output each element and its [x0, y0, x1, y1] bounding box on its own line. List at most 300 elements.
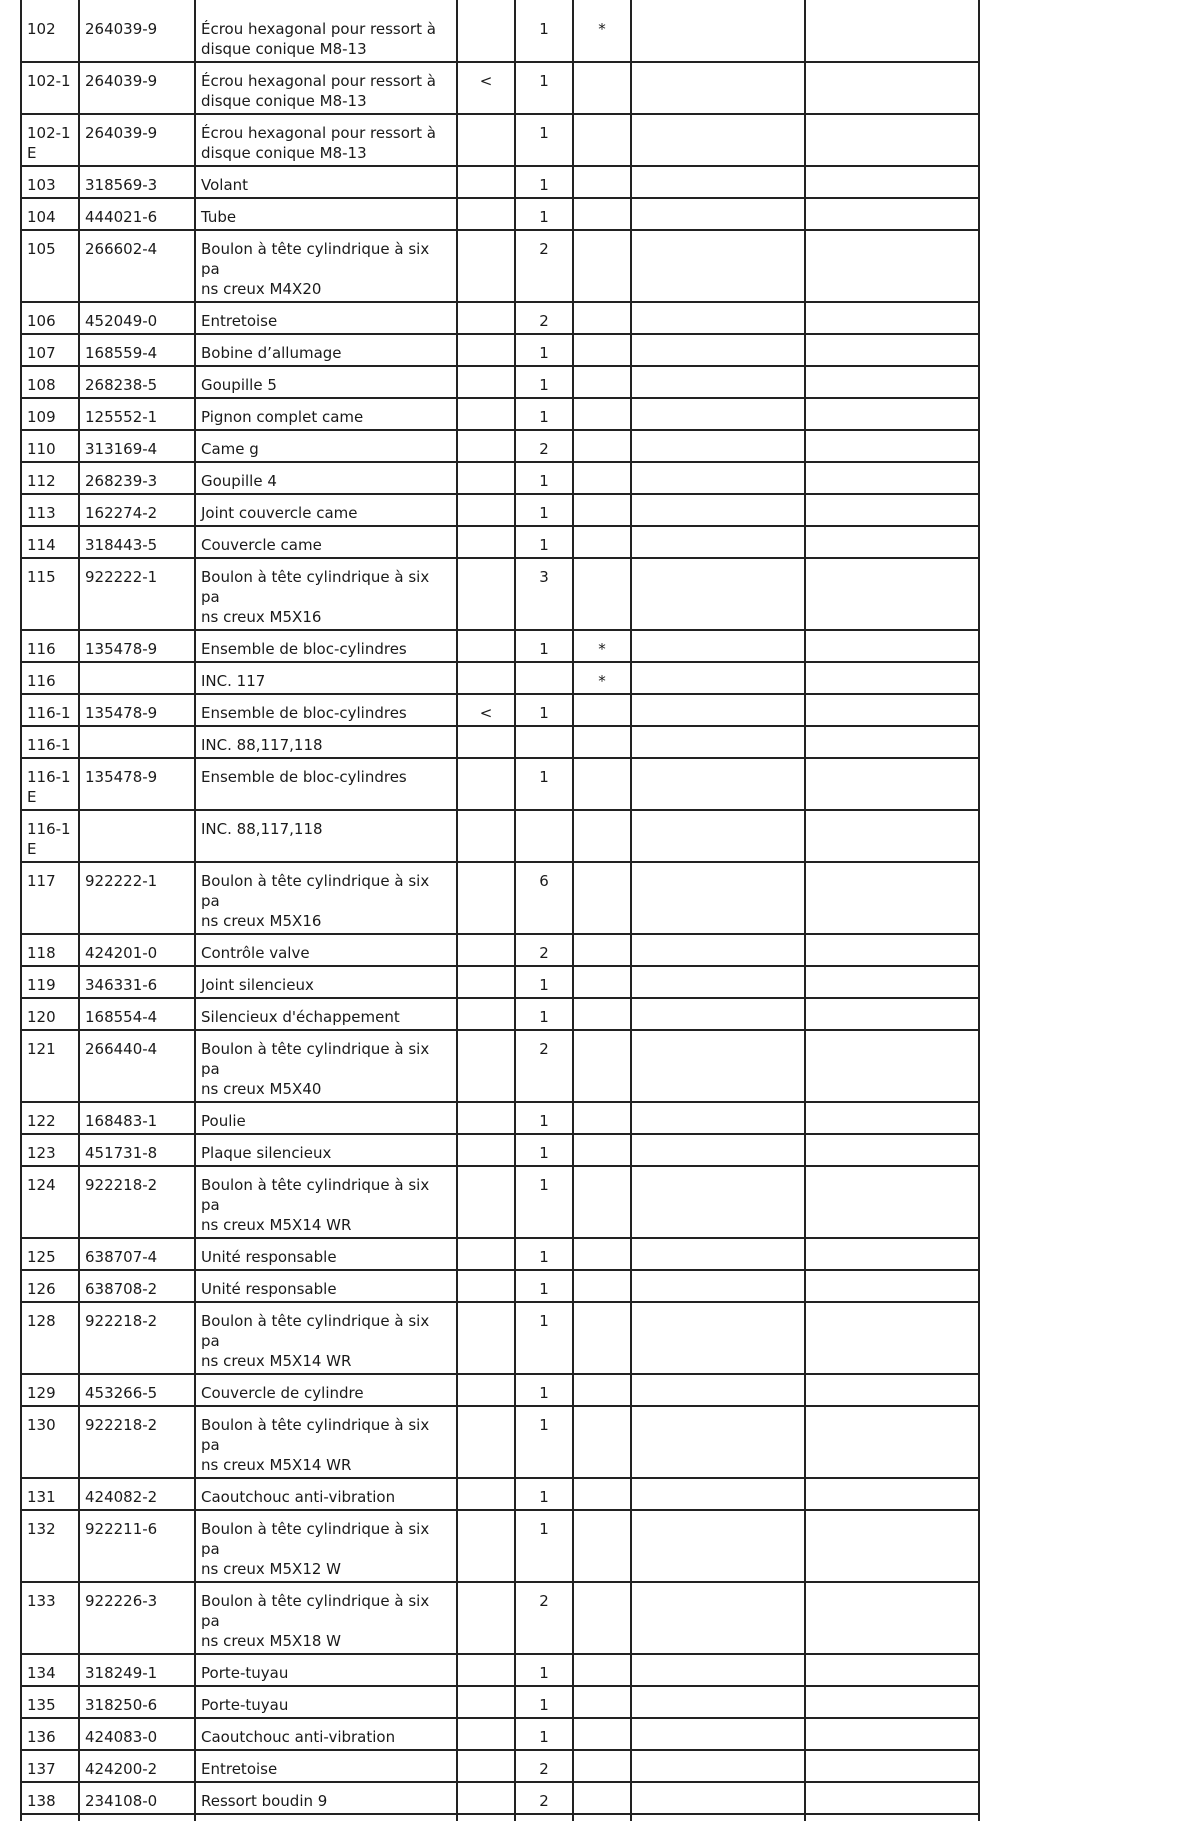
- empty-cell-1: [631, 1374, 805, 1406]
- quantity-cell: 1: [515, 1374, 573, 1406]
- marker-cell: [573, 230, 631, 302]
- marker-cell: [573, 334, 631, 366]
- flag-cell: [457, 198, 515, 230]
- flag-cell: [457, 1782, 515, 1814]
- part-reference-cell: 168559-4: [79, 334, 195, 366]
- item-number-cell: 107: [21, 334, 79, 366]
- quantity-cell: 1: [515, 1166, 573, 1238]
- item-number-cell: 137: [21, 1750, 79, 1782]
- empty-cell-1: [631, 1302, 805, 1374]
- part-reference-cell: 922222-1: [79, 862, 195, 934]
- item-number-cell: 134: [21, 1654, 79, 1686]
- flag-cell: [457, 1166, 515, 1238]
- empty-cell-1: [631, 934, 805, 966]
- item-number-cell: 102: [21, 0, 79, 62]
- item-number-cell: 118: [21, 934, 79, 966]
- description-cell: Silencieux d'échappement: [195, 998, 457, 1030]
- empty-cell-1: [631, 966, 805, 998]
- marker-cell: [573, 62, 631, 114]
- empty-cell-2: [805, 462, 979, 494]
- empty-cell-2: [805, 230, 979, 302]
- flag-cell: [457, 1238, 515, 1270]
- flag-cell: [457, 430, 515, 462]
- marker-cell: [573, 558, 631, 630]
- description-cell: Contrôle valve: [195, 934, 457, 966]
- marker-cell: [573, 1238, 631, 1270]
- flag-cell: [457, 662, 515, 694]
- empty-cell-2: [805, 1406, 979, 1478]
- marker-cell: [573, 810, 631, 862]
- flag-cell: [457, 398, 515, 430]
- table-row: [21, 198, 979, 230]
- continuation-cell: [457, 1814, 515, 1821]
- part-reference-cell: 922218-2: [79, 1166, 195, 1238]
- part-reference-cell: 266440-4: [79, 1030, 195, 1102]
- marker-cell: [573, 1166, 631, 1238]
- description-cell: Boulon à tête cylindrique à six pa ns creux M5X16: [195, 558, 457, 630]
- item-number-cell: 110: [21, 430, 79, 462]
- empty-cell-2: [805, 1374, 979, 1406]
- description-cell: Caoutchouc anti-vibration: [195, 1718, 457, 1750]
- table-row: [21, 1166, 979, 1238]
- marker-cell: [573, 726, 631, 758]
- flag-cell: [457, 1686, 515, 1718]
- empty-cell-1: [631, 166, 805, 198]
- table-row: [21, 1718, 979, 1750]
- empty-cell-2: [805, 810, 979, 862]
- flag-cell: [457, 1374, 515, 1406]
- parts-table: [20, 0, 980, 1821]
- table-row: [21, 1102, 979, 1134]
- empty-cell-2: [805, 1582, 979, 1654]
- empty-cell-2: [805, 558, 979, 630]
- flag-cell: [457, 998, 515, 1030]
- empty-cell-2: [805, 966, 979, 998]
- continuation-cell: [79, 1814, 195, 1821]
- item-number-cell: 102-1 E: [21, 114, 79, 166]
- empty-cell-2: [805, 526, 979, 558]
- table-row: [21, 1406, 979, 1478]
- empty-cell-2: [805, 1750, 979, 1782]
- parts-table-body: [21, 0, 979, 1821]
- quantity-cell: 1: [515, 398, 573, 430]
- empty-cell-2: [805, 758, 979, 810]
- quantity-cell: 1: [515, 62, 573, 114]
- empty-cell-1: [631, 694, 805, 726]
- item-number-cell: 135: [21, 1686, 79, 1718]
- table-row: [21, 62, 979, 114]
- quantity-cell: 1: [515, 758, 573, 810]
- description-cell: Joint silencieux: [195, 966, 457, 998]
- empty-cell-2: [805, 62, 979, 114]
- item-number-cell: 116-1 E: [21, 758, 79, 810]
- flag-cell: [457, 526, 515, 558]
- table-row: [21, 1374, 979, 1406]
- marker-cell: [573, 1582, 631, 1654]
- table-row: [21, 810, 979, 862]
- quantity-cell: 1: [515, 694, 573, 726]
- marker-cell: [573, 1406, 631, 1478]
- quantity-cell: 3: [515, 558, 573, 630]
- item-number-cell: 133: [21, 1582, 79, 1654]
- table-row: [21, 366, 979, 398]
- part-reference-cell: 264039-9: [79, 114, 195, 166]
- description-cell: Ensemble de bloc-cylindres: [195, 630, 457, 662]
- item-number-cell: 132: [21, 1510, 79, 1582]
- marker-cell: [573, 1686, 631, 1718]
- item-number-cell: 129: [21, 1374, 79, 1406]
- description-cell: Entretoise: [195, 302, 457, 334]
- description-cell: Poulie: [195, 1102, 457, 1134]
- empty-cell-1: [631, 526, 805, 558]
- empty-cell-2: [805, 726, 979, 758]
- part-reference-cell: 135478-9: [79, 694, 195, 726]
- marker-cell: [573, 1654, 631, 1686]
- empty-cell-2: [805, 1718, 979, 1750]
- flag-cell: [457, 1134, 515, 1166]
- table-row: [21, 1302, 979, 1374]
- continuation-cell: [21, 1814, 79, 1821]
- empty-cell-2: [805, 494, 979, 526]
- table-row: [21, 1654, 979, 1686]
- table-row: [21, 998, 979, 1030]
- marker-cell: [573, 114, 631, 166]
- empty-cell-2: [805, 1102, 979, 1134]
- item-number-cell: 120: [21, 998, 79, 1030]
- description-cell: Boulon à tête cylindrique à six pa ns creux M4X20: [195, 230, 457, 302]
- part-reference-cell: 922218-2: [79, 1302, 195, 1374]
- empty-cell-2: [805, 662, 979, 694]
- description-cell: Ensemble de bloc-cylindres: [195, 758, 457, 810]
- item-number-cell: 122: [21, 1102, 79, 1134]
- empty-cell-1: [631, 1030, 805, 1102]
- empty-cell-1: [631, 1750, 805, 1782]
- flag-cell: [457, 0, 515, 62]
- item-number-cell: 119: [21, 966, 79, 998]
- part-reference-cell: 266602-4: [79, 230, 195, 302]
- marker-cell: [573, 758, 631, 810]
- empty-cell-2: [805, 334, 979, 366]
- item-number-cell: 138: [21, 1782, 79, 1814]
- quantity-cell: 6: [515, 862, 573, 934]
- marker-cell: [573, 694, 631, 726]
- description-cell: Boulon à tête cylindrique à six pa ns creux M5X14 WR: [195, 1406, 457, 1478]
- empty-cell-1: [631, 198, 805, 230]
- part-reference-cell: 268238-5: [79, 366, 195, 398]
- quantity-cell: 1: [515, 1406, 573, 1478]
- quantity-cell: 2: [515, 230, 573, 302]
- part-reference-cell: 135478-9: [79, 630, 195, 662]
- table-row: [21, 558, 979, 630]
- empty-cell-2: [805, 198, 979, 230]
- continuation-cell: [631, 1814, 805, 1821]
- empty-cell-1: [631, 1510, 805, 1582]
- marker-cell: [573, 862, 631, 934]
- empty-cell-2: [805, 1782, 979, 1814]
- item-number-cell: 128: [21, 1302, 79, 1374]
- description-cell: Tube: [195, 198, 457, 230]
- quantity-cell: 1: [515, 1238, 573, 1270]
- item-number-cell: 103: [21, 166, 79, 198]
- quantity-cell: 2: [515, 302, 573, 334]
- item-number-cell: 113: [21, 494, 79, 526]
- item-number-cell: 106: [21, 302, 79, 334]
- marker-cell: [573, 966, 631, 998]
- flag-cell: [457, 630, 515, 662]
- empty-cell-2: [805, 114, 979, 166]
- part-reference-cell: 638707-4: [79, 1238, 195, 1270]
- flag-cell: [457, 1030, 515, 1102]
- part-reference-cell: 451731-8: [79, 1134, 195, 1166]
- part-reference-cell: [79, 662, 195, 694]
- part-reference-cell: 264039-9: [79, 0, 195, 62]
- flag-cell: [457, 1478, 515, 1510]
- table-row: [21, 934, 979, 966]
- description-cell: Ensemble de bloc-cylindres: [195, 694, 457, 726]
- part-reference-cell: 268239-3: [79, 462, 195, 494]
- table-row: [21, 1238, 979, 1270]
- description-cell: Porte-tuyau: [195, 1686, 457, 1718]
- part-reference-cell: 318249-1: [79, 1654, 195, 1686]
- flag-cell: [457, 1510, 515, 1582]
- quantity-cell: 1: [515, 1478, 573, 1510]
- marker-cell: [573, 198, 631, 230]
- item-number-cell: 108: [21, 366, 79, 398]
- part-reference-cell: 424200-2: [79, 1750, 195, 1782]
- marker-cell: [573, 1478, 631, 1510]
- table-row: [21, 1686, 979, 1718]
- empty-cell-2: [805, 998, 979, 1030]
- table-row: [21, 526, 979, 558]
- table-row: [21, 166, 979, 198]
- marker-cell: *: [573, 0, 631, 62]
- item-number-cell: 117: [21, 862, 79, 934]
- description-cell: Volant: [195, 166, 457, 198]
- description-cell: Joint couvercle came: [195, 494, 457, 526]
- quantity-cell: 1: [515, 1102, 573, 1134]
- description-cell: Écrou hexagonal pour ressort à disque conique M8-13: [195, 0, 457, 62]
- part-reference-cell: [79, 810, 195, 862]
- description-cell: Boulon à tête cylindrique à six pa ns creux M5X14 WR: [195, 1302, 457, 1374]
- description-cell: Porte-tuyau: [195, 1654, 457, 1686]
- part-reference-cell: 135478-9: [79, 758, 195, 810]
- item-number-cell: 102-1: [21, 62, 79, 114]
- flag-cell: [457, 366, 515, 398]
- empty-cell-1: [631, 1406, 805, 1478]
- empty-cell-2: [805, 1478, 979, 1510]
- table-row: [21, 966, 979, 998]
- quantity-cell: 1: [515, 998, 573, 1030]
- part-reference-cell: 444021-6: [79, 198, 195, 230]
- marker-cell: [573, 462, 631, 494]
- empty-cell-2: [805, 366, 979, 398]
- parts-list-page: [20, 0, 980, 1821]
- empty-cell-1: [631, 1102, 805, 1134]
- flag-cell: [457, 1654, 515, 1686]
- part-reference-cell: [79, 726, 195, 758]
- quantity-cell: 1: [515, 1686, 573, 1718]
- marker-cell: [573, 1134, 631, 1166]
- part-reference-cell: 346331-6: [79, 966, 195, 998]
- quantity-cell: 1: [515, 0, 573, 62]
- empty-cell-2: [805, 1510, 979, 1582]
- flag-cell: [457, 462, 515, 494]
- part-reference-cell: 318250-6: [79, 1686, 195, 1718]
- quantity-cell: 2: [515, 1030, 573, 1102]
- empty-cell-2: [805, 1166, 979, 1238]
- empty-cell-1: [631, 726, 805, 758]
- item-number-cell: 116: [21, 630, 79, 662]
- marker-cell: [573, 1302, 631, 1374]
- empty-cell-1: [631, 630, 805, 662]
- marker-cell: [573, 1030, 631, 1102]
- marker-cell: [573, 1718, 631, 1750]
- item-number-cell: 125: [21, 1238, 79, 1270]
- table-row: [21, 1750, 979, 1782]
- table-row: [21, 334, 979, 366]
- part-reference-cell: 638708-2: [79, 1270, 195, 1302]
- continuation-cell: [805, 1814, 979, 1821]
- description-cell: Écrou hexagonal pour ressort à disque conique M8-13: [195, 62, 457, 114]
- marker-cell: [573, 1374, 631, 1406]
- quantity-cell: 1: [515, 1134, 573, 1166]
- quantity-cell: 1: [515, 198, 573, 230]
- table-row: [21, 694, 979, 726]
- quantity-cell: 1: [515, 166, 573, 198]
- item-number-cell: 116-1: [21, 694, 79, 726]
- description-cell: Plaque silencieux: [195, 1134, 457, 1166]
- description-cell: Unité responsable: [195, 1270, 457, 1302]
- marker-cell: [573, 1102, 631, 1134]
- flag-cell: [457, 862, 515, 934]
- description-cell: Boulon à tête cylindrique à six pa ns creux M5X18 W: [195, 1582, 457, 1654]
- quantity-cell: 1: [515, 1510, 573, 1582]
- flag-cell: [457, 302, 515, 334]
- quantity-cell: 1: [515, 1654, 573, 1686]
- empty-cell-2: [805, 398, 979, 430]
- empty-cell-2: [805, 1686, 979, 1718]
- quantity-cell: [515, 810, 573, 862]
- flag-cell: [457, 966, 515, 998]
- quantity-cell: 1: [515, 966, 573, 998]
- description-cell: Boulon à tête cylindrique à six pa ns creux M5X14 WR: [195, 1166, 457, 1238]
- description-cell: Couvercle came: [195, 526, 457, 558]
- flag-cell: [457, 334, 515, 366]
- empty-cell-2: [805, 1270, 979, 1302]
- empty-cell-1: [631, 0, 805, 62]
- quantity-cell: 1: [515, 1270, 573, 1302]
- empty-cell-2: [805, 1302, 979, 1374]
- description-cell: INC. 88,117,118: [195, 810, 457, 862]
- marker-cell: [573, 430, 631, 462]
- flag-cell: [457, 1406, 515, 1478]
- empty-cell-1: [631, 230, 805, 302]
- item-number-cell: 116-1 E: [21, 810, 79, 862]
- quantity-cell: [515, 726, 573, 758]
- part-reference-cell: 168554-4: [79, 998, 195, 1030]
- part-reference-cell: 264039-9: [79, 62, 195, 114]
- item-number-cell: 105: [21, 230, 79, 302]
- quantity-cell: 1: [515, 630, 573, 662]
- empty-cell-2: [805, 862, 979, 934]
- flag-cell: [457, 230, 515, 302]
- item-number-cell: 104: [21, 198, 79, 230]
- part-reference-cell: 125552-1: [79, 398, 195, 430]
- part-reference-cell: 234108-0: [79, 1782, 195, 1814]
- table-row: [21, 0, 979, 62]
- marker-cell: [573, 1510, 631, 1582]
- empty-cell-1: [631, 758, 805, 810]
- description-cell: Goupille 4: [195, 462, 457, 494]
- item-number-cell: 112: [21, 462, 79, 494]
- flag-cell: [457, 934, 515, 966]
- marker-cell: *: [573, 662, 631, 694]
- part-reference-cell: 922222-1: [79, 558, 195, 630]
- marker-cell: [573, 302, 631, 334]
- continuation-cell: [515, 1814, 573, 1821]
- table-row: [21, 494, 979, 526]
- empty-cell-1: [631, 1166, 805, 1238]
- item-number-cell: 109: [21, 398, 79, 430]
- item-number-cell: 114: [21, 526, 79, 558]
- empty-cell-2: [805, 694, 979, 726]
- table-row: [21, 862, 979, 934]
- empty-cell-2: [805, 1134, 979, 1166]
- continuation-cell: [573, 1814, 631, 1821]
- item-number-cell: 136: [21, 1718, 79, 1750]
- description-cell: Unité responsable: [195, 1238, 457, 1270]
- empty-cell-1: [631, 114, 805, 166]
- item-number-cell: 123: [21, 1134, 79, 1166]
- empty-cell-1: [631, 494, 805, 526]
- part-reference-cell: 922218-2: [79, 1406, 195, 1478]
- description-cell: Boulon à tête cylindrique à six pa ns creux M5X12 W: [195, 1510, 457, 1582]
- empty-cell-1: [631, 1134, 805, 1166]
- quantity-cell: 2: [515, 1750, 573, 1782]
- marker-cell: [573, 494, 631, 526]
- empty-cell-1: [631, 430, 805, 462]
- part-reference-cell: 922211-6: [79, 1510, 195, 1582]
- part-reference-cell: 424083-0: [79, 1718, 195, 1750]
- description-cell: INC. 88,117,118: [195, 726, 457, 758]
- table-row: [21, 1134, 979, 1166]
- description-cell: Goupille 5: [195, 366, 457, 398]
- flag-cell: [457, 1718, 515, 1750]
- part-reference-cell: 168483-1: [79, 1102, 195, 1134]
- marker-cell: [573, 998, 631, 1030]
- continuation-cell: [195, 1814, 457, 1821]
- part-reference-cell: 424201-0: [79, 934, 195, 966]
- marker-cell: [573, 166, 631, 198]
- quantity-cell: 1: [515, 114, 573, 166]
- empty-cell-1: [631, 334, 805, 366]
- marker-cell: [573, 526, 631, 558]
- item-number-cell: 126: [21, 1270, 79, 1302]
- quantity-cell: 1: [515, 1302, 573, 1374]
- description-cell: Couvercle de cylindre: [195, 1374, 457, 1406]
- quantity-cell: 2: [515, 1582, 573, 1654]
- part-reference-cell: 424082-2: [79, 1478, 195, 1510]
- table-row: [21, 1582, 979, 1654]
- quantity-cell: 1: [515, 526, 573, 558]
- table-row: [21, 758, 979, 810]
- empty-cell-2: [805, 0, 979, 62]
- part-reference-cell: 313169-4: [79, 430, 195, 462]
- table-row: [21, 430, 979, 462]
- description-cell: Bobine d’allumage: [195, 334, 457, 366]
- empty-cell-1: [631, 998, 805, 1030]
- table-row: [21, 302, 979, 334]
